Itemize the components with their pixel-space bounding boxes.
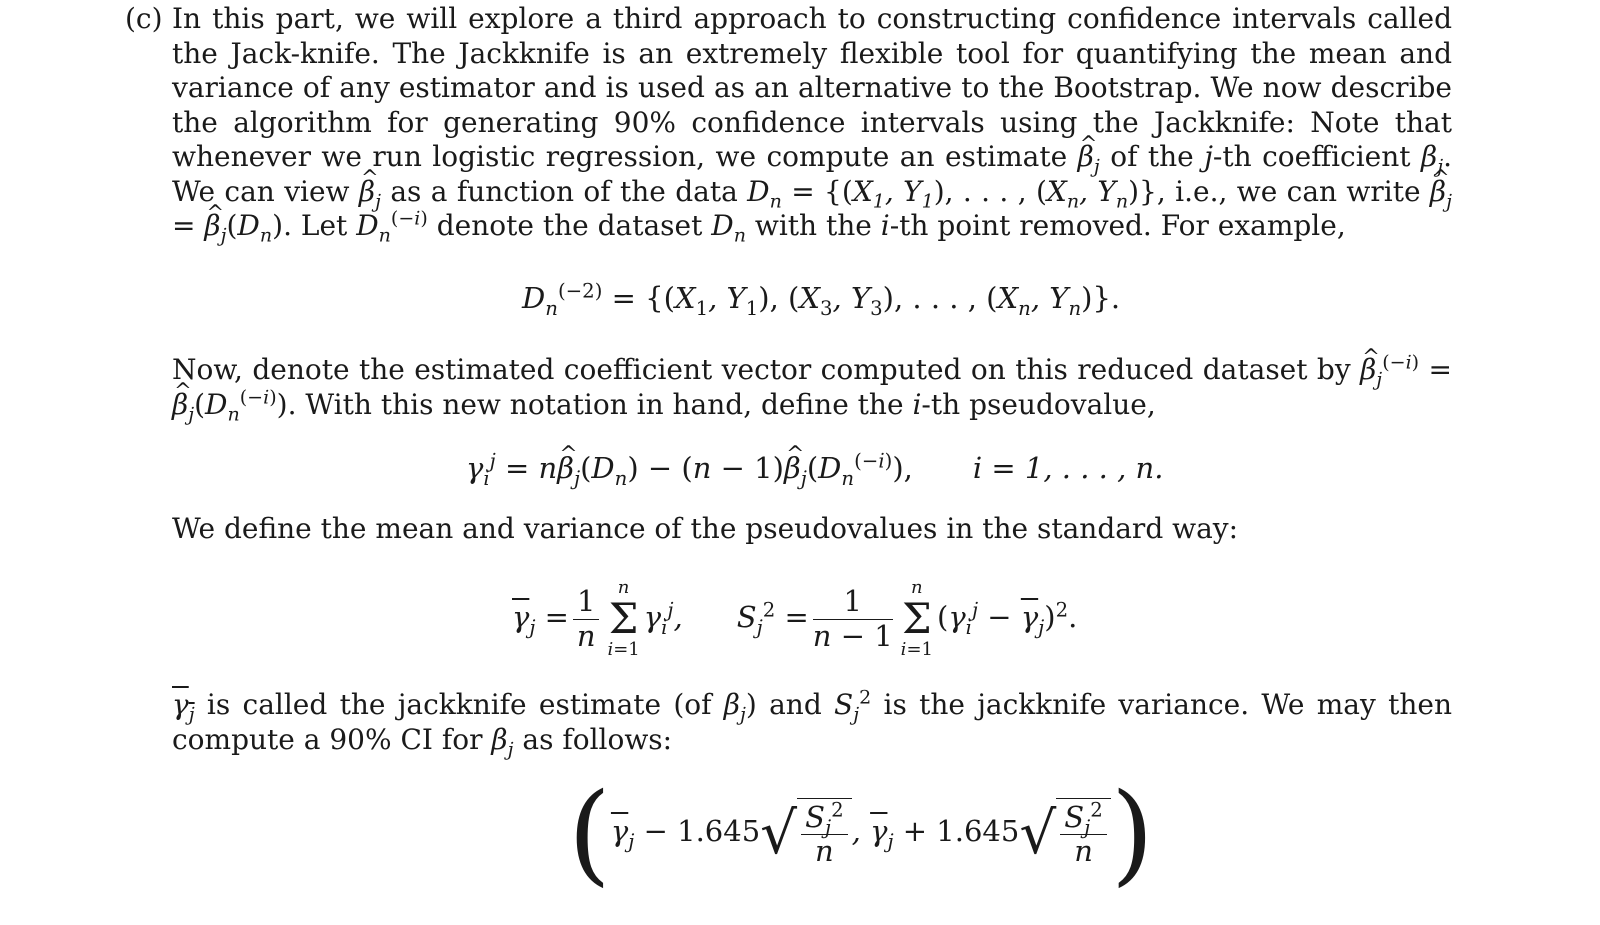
jackknife-text-b: ) and [745,688,835,721]
beta-j: $\beta_j$ [1421,140,1444,178]
intro-text-f: , i.e., we can write [1156,174,1430,208]
part-label: (c) [125,2,163,35]
summation-icon: n Σ i=1 [900,577,933,660]
jackknife-text-d: as follows: [513,722,673,756]
sqrt-term-right: $\frac{S_j^2}{n}$ [1056,798,1111,869]
left-paren-icon: ( [568,769,611,897]
summation-icon: n Σ i=1 [607,577,640,660]
dataset-definition: $D_n = \{(X_1$, $Y_1$), . . . , ($X_n$, $Y_n$)} [747,174,1157,213]
dataset-minus-i: $D_n^{(-i)}$ [356,207,428,247]
intro-text-d: . We can view [172,140,1452,208]
fraction-one-over-n-minus-1: $\frac{1}{n - 1}$ [812,584,893,653]
intro-text-g: . Let [283,209,357,242]
index-i: i [912,387,922,421]
dataset-dn: $D_n$ [711,209,746,247]
jackknife-text-a: is called the jackknife estimate (of [194,688,724,721]
equation-dataset-example: $D_n^{(-2)} = \{(X_1$, $Y_1$), ($X_3$, $Y_3$), . . . , ($X_n$, $Y_n$)}. [522,279,1121,320]
intro-text-e: as a function of the data [380,174,748,208]
intro-text-b: of the [1099,140,1205,173]
right-paren-icon: ) [1110,769,1154,897]
intro-text-c: -th coefficient [1212,140,1421,173]
fraction-one-over-n: $\frac{1}{n}$ [573,585,599,653]
pseudovalue-range: i = 1, . . . , n. [972,451,1164,485]
beta-function-of-data: ^ $\beta_j$ = ^ $\beta_j(D_n)$ [172,175,1452,243]
index-j: j [1204,140,1213,173]
s-j-squared: $S_j^2$ [834,686,872,726]
intro-paragraph [172,2,1452,247]
intro-text-i: with the [745,209,881,242]
z-value-left: 1.645 [677,814,761,848]
jackknife-text-c: is the jackknife variance. We may then compute a 90% CI for [172,688,1452,756]
beta-hat-j: ^ $\beta_j$ [1078,140,1100,175]
index-i: i [880,209,890,242]
radical-icon: √ [760,799,798,867]
reduced-text-a: Now, denote the estimated coefficient vector computed on this reduced dataset by [172,353,1361,386]
intro-text-h: denote the dataset [427,209,712,242]
reduced-dataset-paragraph [172,351,1453,426]
intro-text-j: -th point removed. For example, [889,209,1346,242]
equation-mean-variance: $\overline{\gamma}_j$ = $\frac{1}{n}$ n Σ i=1 $\gamma_i^j$, $S_j^2$ = $\frac{1}{n - 1}$ n Σ i=1 $(\gamma_i^j - \overline{\gamma}_j)^2$. [512,577,1078,660]
reduced-text-b: . With this new notation in hand, define the [287,387,913,421]
sqrt-term-left: $\frac{S_j^2}{n}$ [797,798,852,869]
z-value-right: 1.645 [936,814,1020,848]
intro-text-a: In this part, we will explore a third approach to constructing confidence intervals called the Jack-knife. The Jackknife is an extremely flexible tool for quantifying the mean and variance of any estimator and is used as an alternative to the Bootstrap. We now describe the algorithm for generating 90% confidence intervals using the Jackknife: Note that whenever we run logistic regression, we compute an estimate [172,2,1452,173]
jackknife-paragraph [172,686,1452,761]
beta-hat-minus-i: ^ $\beta_j^{(-i)}$ = ^ $\beta_j(D_n^{(-i)})$ [172,353,1452,421]
equation-confidence-interval: ($\overline{\gamma}_j - 1.645√$ $\frac{S_j^2}{n}$ , $\overline{\gamma}_j + 1.645√$ $\frac{S_j^2}{n}$ ) [568,769,1154,897]
radical-icon: √ [1019,799,1057,867]
equation-pseudovalue: $\gamma_i^j$ = n^ $\beta_j(D_n) - (n$ − 1)^ $\beta_j(D_n^{(-i)})$, i = 1, . . . , n. [466,450,1163,486]
mean-variance-paragraph: We define the mean and variance of the pseudovalues in the standard way: [172,512,1239,545]
gamma-bar-j: $\gamma_j$ [172,688,195,726]
reduced-text-c: -th pseudovalue, [921,387,1156,421]
beta-j: $\beta_j$ [723,688,746,726]
beta-hat-j: ^ $\beta_j$ [359,175,381,210]
beta-j: $\beta_j$ [491,722,514,761]
